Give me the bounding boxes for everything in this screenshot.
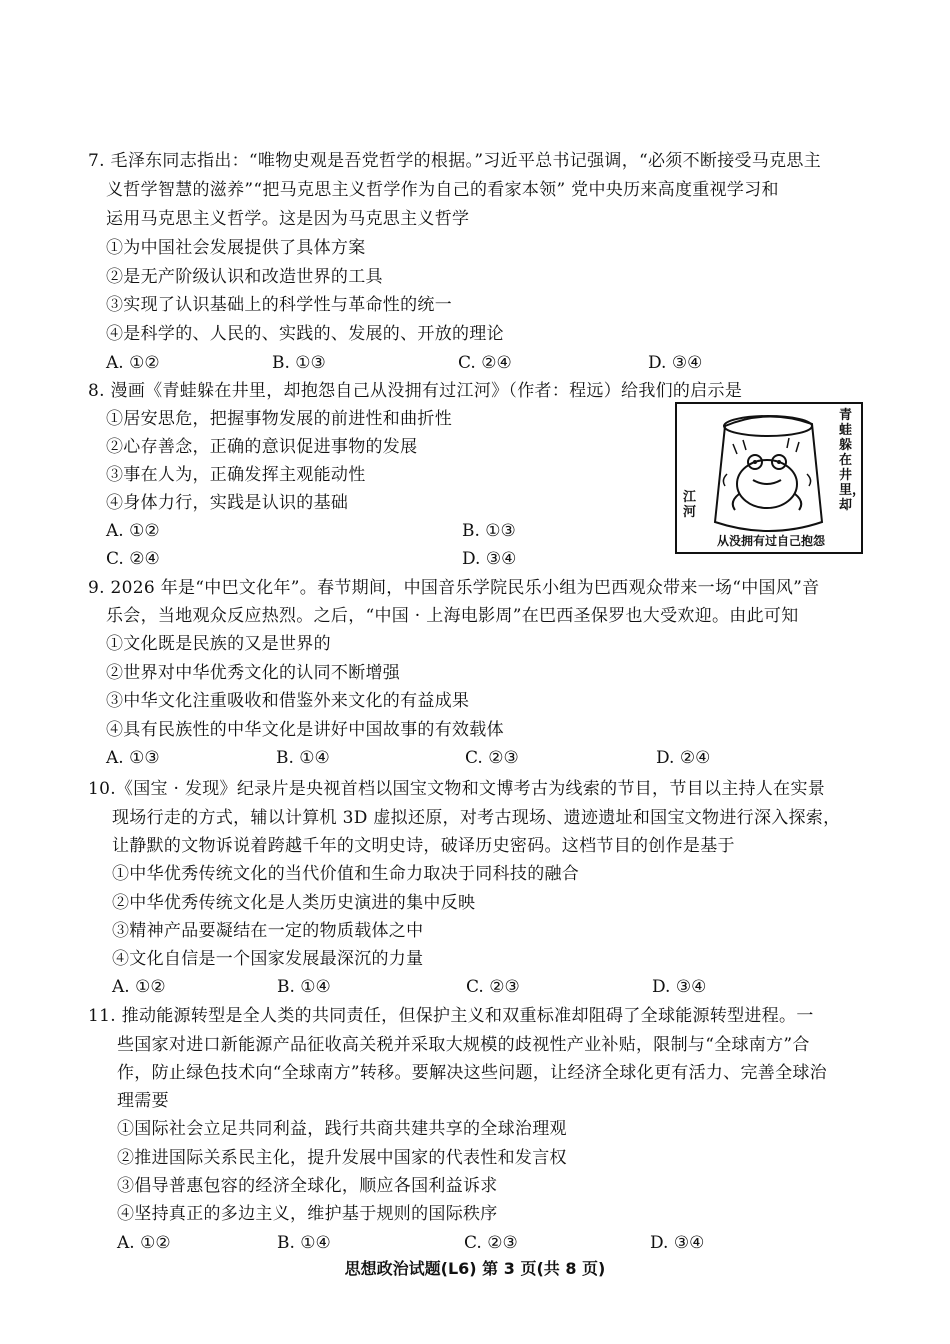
answer-choice: C. ②④	[106, 549, 160, 569]
question-line: ①中华优秀传统文化的当代价值和生命力取决于同科技的融合	[112, 864, 580, 884]
question-line: ③精神产品要凝结在一定的物质载体之中	[112, 921, 424, 941]
answer-choice: C. ②③	[464, 1233, 518, 1253]
question-line: ①国际社会立足共同利益，践行共商共建共享的全球治理观	[117, 1119, 567, 1139]
question-line: ④身体力行，实践是认识的基础	[106, 493, 349, 513]
question-line: ②世界对中华优秀文化的认同不断增强	[106, 663, 401, 683]
answer-choice: A. ①②	[117, 1233, 171, 1253]
question-line: 作，防止绿色技术向“全球南方”转移。要解决这些问题，让经济全球化更有活力、完善全球治	[117, 1063, 827, 1083]
answer-choice: A. ①②	[106, 353, 160, 373]
question-line: ③事在人为，正确发挥主观能动性	[106, 465, 366, 485]
answer-choice: B. ①④	[276, 748, 330, 768]
answer-choice: A. ①③	[106, 748, 160, 768]
cartoon-caption-left: 江河	[683, 490, 697, 520]
answer-choice: D. ③④	[652, 977, 707, 997]
answer-choice: C. ②④	[458, 353, 512, 373]
question-line: ②心存善念，正确的意识促进事物的发展	[106, 437, 418, 457]
question-line: ②中华优秀传统文化是人类历史演进的集中反映	[112, 893, 476, 913]
question-line: ③中华文化注重吸收和借鉴外来文化的有益成果	[106, 691, 470, 711]
question-stem: 7. 毛泽东同志指出：“唯物史观是吾党哲学的根据。”习近平总书记强调，“必须不断接受马克思主	[88, 151, 821, 171]
question-line: ①居安思危，把握事物发展的前进性和曲折性	[106, 409, 452, 429]
answer-choice: A. ①②	[112, 977, 166, 997]
answer-choice: B. ①④	[277, 1233, 331, 1253]
answer-choice: B. ①③	[462, 521, 516, 541]
question-stem: 8. 漫画《青蛙躲在井里，却抱怨自己从没拥有过江河》（作者：程远）给我们的启示是	[88, 381, 743, 401]
question-line: ④文化自信是一个国家发展最深沉的力量	[112, 949, 424, 969]
question-stem: 9. 2026 年是“中巴文化年”。春节期间，中国音乐学院民乐小组为巴西观众带来一场“中国风”音	[88, 578, 820, 598]
cartoon-title: 青蛙躲在井里，却	[839, 408, 866, 513]
answer-choice: B. ①④	[277, 977, 331, 997]
question-line: ②是无产阶级认识和改造世界的工具	[106, 267, 383, 287]
cartoon-caption-bottom: 从没拥有过自己抱怨	[716, 534, 825, 548]
question-line: 乐会，当地观众反应热烈。之后，“中国 · 上海电影周”在巴西圣保罗也大受欢迎。由此可知	[106, 606, 799, 626]
question-line: 运用马克思主义哲学。这是因为马克思主义哲学	[106, 209, 470, 229]
question-line: ④具有民族性的中华文化是讲好中国故事的有效载体	[106, 720, 504, 740]
question-line: ③倡导普惠包容的经济全球化，顺应各国利益诉求	[117, 1176, 498, 1196]
question-line: 理需要	[117, 1091, 169, 1111]
question-stem: 10.《国宝 · 发现》纪录片是央视首档以国宝文物和文博考古为线索的节目，节目以主持人在实景	[88, 779, 826, 799]
question-line: ④坚持真正的多边主义，维护基于规则的国际秩序	[117, 1204, 498, 1224]
cartoon-drawing	[677, 404, 866, 552]
frog-in-well-cartoon	[675, 402, 866, 554]
answer-choice: B. ①③	[272, 353, 326, 373]
question-line: ④是科学的、人民的、实践的、发展的、开放的理论	[106, 324, 504, 344]
question-line: ②推进国际关系民主化，提升发展中国家的代表性和发言权	[117, 1148, 567, 1168]
question-stem: 11. 推动能源转型是全人类的共同责任，但保护主义和双重标准却阻碍了全球能源转型进程。一	[88, 1006, 814, 1026]
question-line: 些国家对进口新能源产品征收高关税并采取大规模的歧视性产业补贴，限制与“全球南方”合	[117, 1035, 810, 1055]
answer-choice: D. ③④	[462, 549, 517, 569]
page-footer: 思想政治试题(L6) 第 3 页(共 8 页)	[344, 1259, 606, 1278]
question-line: ①为中国社会发展提供了具体方案	[106, 238, 366, 258]
question-line: 义哲学智慧的滋养”“把马克思主义哲学作为自己的看家本领” 党中央历来高度重视学习和	[106, 180, 779, 200]
question-line: 现场行走的方式，辅以计算机 3D 虚拟还原，对考古现场、遗迹遗址和国宝文物进行深入探索，	[112, 808, 841, 828]
answer-choice: A. ①②	[106, 521, 160, 541]
question-line: ③实现了认识基础上的科学性与革命性的统一	[106, 295, 452, 315]
answer-choice: C. ②③	[465, 748, 519, 768]
answer-choice: C. ②③	[466, 977, 520, 997]
question-line: ①文化既是民族的又是世界的	[106, 634, 331, 654]
question-line: 让静默的文物诉说着跨越千年的文明史诗，破译历史密码。这档节目的创作是基于	[112, 836, 735, 856]
answer-choice: D. ③④	[648, 353, 703, 373]
answer-choice: D. ②④	[656, 748, 711, 768]
answer-choice: D. ③④	[650, 1233, 705, 1253]
